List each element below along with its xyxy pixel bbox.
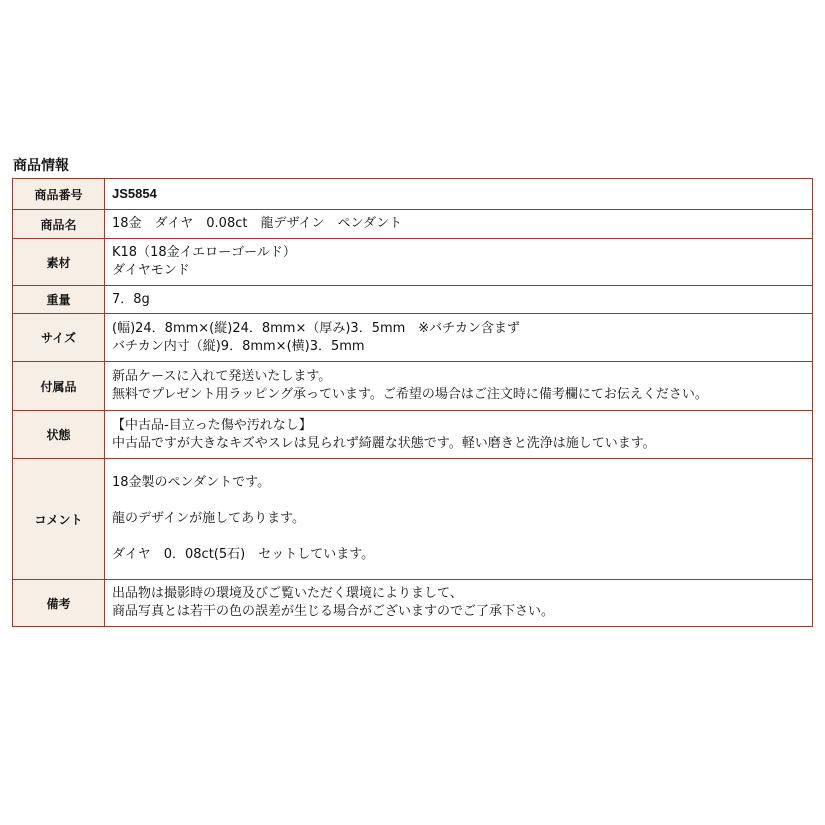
row-condition [13,411,813,459]
value-size [105,314,813,362]
accessories-line-2: 無料でプレゼント用ラッピング承っています。ご希望の場合はご注文時に備考欄にてお伝えください。 [112,387,708,402]
label-weight: 重量 [13,286,105,314]
value-product-number [105,179,813,210]
accessories-line-1: 新品ケースに入れて発送いたします。 [112,369,332,384]
size-line-1: (幅)24．8mm×(縦)24．8mm×（厚み)3．5mm ※バチカン含まず [112,320,520,336]
label-product-number: 商品番号 [13,179,105,210]
product-name: 18金 ダイヤ 0.08ct 龍デザイン ペンダント [112,216,403,231]
value-material [105,239,813,286]
label-condition: 状態 [13,411,105,459]
row-product-number [13,179,813,210]
notes-line-1: 出品物は撮影時の環境及びご覧いただく環境によりまして、 [112,586,463,601]
condition-line-2: 中古品ですが大きなキズやスレは見られず綺麗な状態です。軽い磨きと洗浄は施しています。 [112,435,656,451]
row-accessories [13,362,813,411]
product-number: JS5854 [112,186,157,201]
value-comment [105,459,813,580]
size-line-2: バチカン内寸（縦)9．8mm×(横)3．5mm [112,338,365,354]
label-accessories: 付属品 [13,362,105,411]
label-size: サイズ [13,314,105,362]
section-title: 商品情報 [13,158,69,174]
material-line-2: ダイヤモンド [112,263,190,278]
material-line-1: K18（18金イエローゴールド） [112,245,296,260]
value-accessories [105,362,813,411]
value-notes [105,580,813,627]
notes-line-2: 商品写真とは若干の色の誤差が生じる場合がございますのでご了承下さい。 [112,604,555,619]
row-weight [13,286,813,314]
product-info-table [12,178,813,627]
weight-value: 7．8g [112,291,150,307]
row-notes [13,580,813,627]
comment-line-2: 龍のデザインが施してあります。 [112,511,306,526]
label-material: 素材 [13,239,105,286]
label-comment: コメント [13,459,105,580]
label-product-name: 商品名 [13,210,105,239]
row-product-name [13,210,813,239]
value-weight [105,286,813,314]
row-size [13,314,813,362]
row-comment [13,459,813,580]
condition-line-1: 【中古品-目立った傷や汚れなし】 [112,417,312,433]
comment-line-3: ダイヤ 0．08ct(5石) セットしています。 [112,547,375,562]
value-condition [105,411,813,459]
comment-line-1: 18金製のペンダントです。 [112,475,271,490]
value-product-name [105,210,813,239]
label-notes: 備考 [13,580,105,627]
row-material [13,239,813,286]
